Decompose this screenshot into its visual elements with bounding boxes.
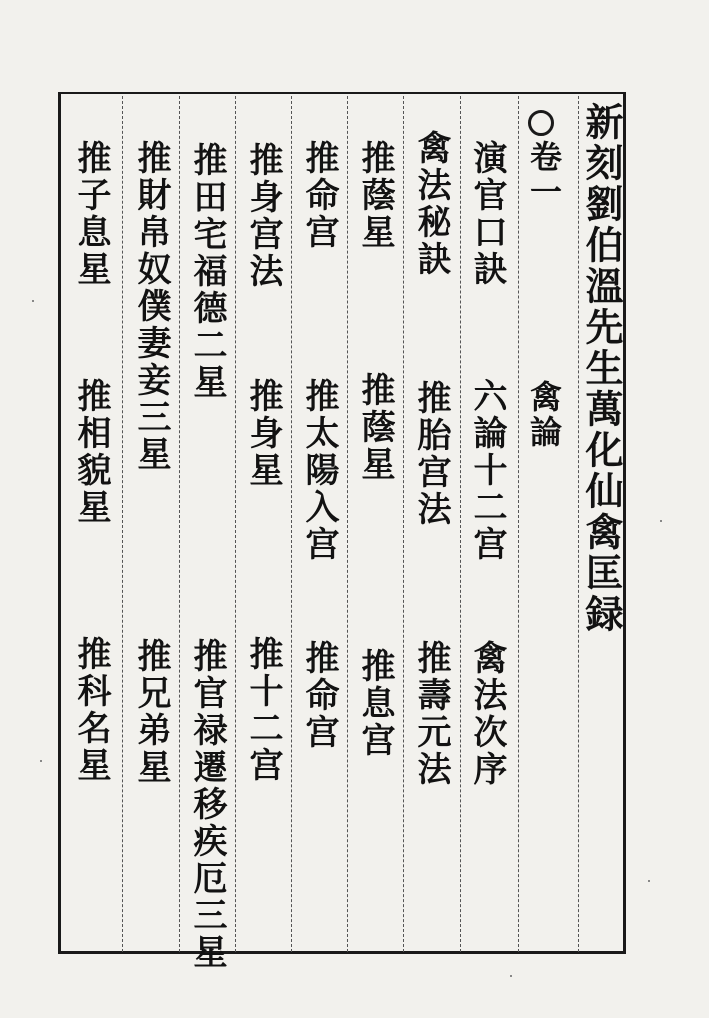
paper-speck: [648, 880, 650, 882]
paper-speck: [32, 300, 34, 302]
paper-speck: [510, 975, 512, 977]
column-rule: [291, 96, 292, 952]
toc-entry: 推財帛奴僕妻妾三星: [131, 140, 171, 473]
paper-speck: [40, 760, 42, 762]
section-heading: 禽論: [525, 380, 563, 450]
toc-entry: 禽法秘訣: [411, 130, 451, 278]
column-rule: [235, 96, 236, 952]
toc-entry: 推科名星: [71, 636, 111, 784]
toc-entry: 推太陽入宫: [299, 378, 339, 563]
toc-entry: 推官禄遷移疾厄三星: [187, 638, 227, 971]
book-title: 新刻劉伯溫先生萬化仙禽匡録: [579, 102, 624, 635]
toc-entry: 推身星: [243, 378, 283, 489]
column-rule: [122, 96, 123, 952]
toc-entry: 推蔭星: [355, 372, 395, 483]
toc-entry: 推蔭星: [355, 140, 395, 251]
toc-entry: 推息宫: [355, 648, 395, 759]
toc-entry: 推命宫: [299, 140, 339, 251]
toc-entry: 禽法次序: [467, 640, 507, 788]
toc-entry: 推子息星: [71, 140, 111, 288]
toc-entry: 推相貌星: [71, 378, 111, 526]
toc-entry: 推十二宫: [243, 636, 283, 784]
paper-speck: [660, 520, 662, 522]
toc-entry: 推兄弟星: [131, 638, 171, 786]
toc-entry: 推命宫: [299, 640, 339, 751]
column-rule: [460, 96, 461, 952]
column-rule: [179, 96, 180, 952]
toc-entry: 推胎宫法: [411, 380, 451, 528]
volume-circle-mark: [528, 110, 554, 136]
column-rule: [403, 96, 404, 952]
toc-entry: 推壽元法: [411, 640, 451, 788]
column-rule: [518, 96, 519, 952]
toc-entry: 推田宅福德二星: [187, 142, 227, 401]
toc-entry: 六論十二宫: [467, 378, 507, 563]
toc-entry: 推身宫法: [243, 142, 283, 290]
volume-label: 卷一: [525, 140, 563, 210]
toc-entry: 演官口訣: [467, 140, 507, 288]
column-rule: [347, 96, 348, 952]
